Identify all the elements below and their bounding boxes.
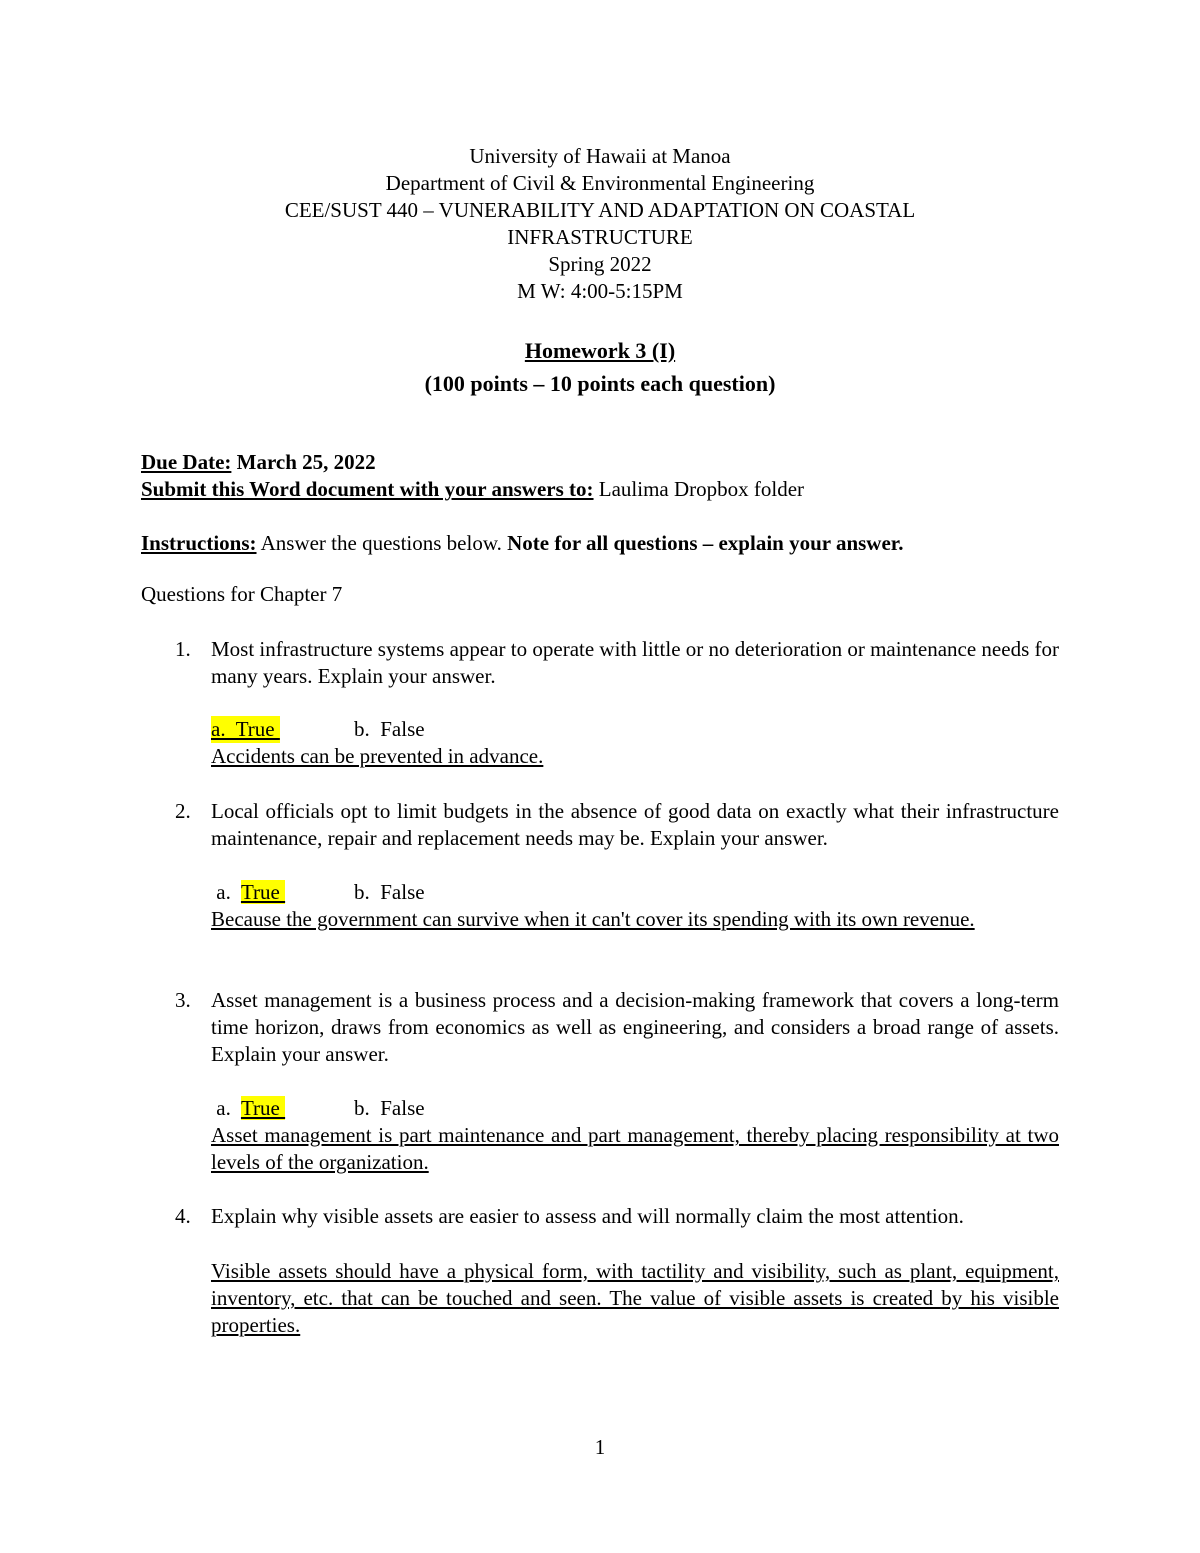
due-date-label: Due Date:	[141, 450, 232, 474]
department-name: Department of Civil & Environmental Engineering	[385, 171, 815, 195]
answer-explanation: Accidents can be prevented in advance.	[211, 744, 544, 768]
submit-line	[141, 476, 1061, 503]
class-schedule: M W: 4:00-5:15PM	[517, 279, 683, 303]
instructions-line	[141, 530, 1061, 557]
option-a-selected: a. True	[211, 717, 280, 741]
option-b: b. False	[354, 880, 425, 904]
question-text: Asset management is a business process and a decision-making framework that covers a long-term time horizon, draws from economics as well as engineering, and considers a broad range of assets. Explain your answer.	[211, 988, 1059, 1066]
option-a-letter: a.	[211, 880, 241, 904]
question-text: Local officials opt to limit budgets in the absence of good data on exactly what their infrastructure maintenance, repair and replacement needs may be. Explain your answer.	[211, 799, 1059, 850]
course-title-line1: CEE/SUST 440 – VUNERABILITY AND ADAPTATION ON COASTAL	[284, 198, 916, 222]
answer-explanation: Asset management is part maintenance and part management, thereby placing responsibility at two levels of the organization.	[211, 1123, 1059, 1174]
course-title-line2: INFRASTRUCTURE	[507, 225, 693, 249]
answer-explanation: Because the government can survive when it can't cover its spending with its own revenue.	[211, 907, 975, 931]
question-text: Explain why visible assets are easier to assess and will normally claim the most attention.	[211, 1204, 964, 1228]
option-a-letter: a.	[211, 1096, 241, 1120]
homework-points: (100 points – 10 points each question)	[424, 371, 776, 396]
answer-choices	[211, 879, 1059, 906]
option-a-selected: True	[240, 1096, 286, 1120]
instructions-label: Instructions:	[141, 531, 257, 555]
due-date-line	[141, 449, 1061, 476]
answer-choices	[211, 1095, 1059, 1122]
option-a-selected: True	[240, 880, 286, 904]
question-number: 3.	[175, 988, 191, 1012]
due-date-value: March 25, 2022	[236, 450, 376, 474]
instructions-text: Answer the questions below.	[260, 531, 502, 555]
page-number: 1	[594, 1435, 606, 1459]
submit-label: Submit this Word document with your answers to:	[141, 477, 594, 501]
option-b: b. False	[354, 717, 425, 741]
question-number: 2.	[175, 799, 191, 823]
homework-heading	[0, 334, 1200, 400]
question-number: 1.	[175, 637, 191, 661]
option-a	[211, 1095, 285, 1122]
option-a	[211, 879, 285, 906]
document-header	[0, 143, 1200, 305]
submit-destination: Laulima Dropbox folder	[598, 477, 805, 501]
term: Spring 2022	[548, 252, 652, 276]
question-text: Most infrastructure systems appear to operate with little or no deterioration or maintenance needs for many years. Explain your answer.	[211, 637, 1059, 688]
chapter-heading: Questions for Chapter 7	[141, 582, 343, 606]
option-b: b. False	[354, 1096, 425, 1120]
answer-choices	[211, 716, 1059, 743]
university-name: University of Hawaii at Manoa	[469, 144, 731, 168]
answer-explanation: Visible assets should have a physical form, with tactility and visibility, such as plant, equipment, inventory, etc. that can be touched and seen. The value of visible assets is created by his visible properties.	[211, 1259, 1059, 1337]
instructions-note: Note for all questions – explain your answer.	[507, 531, 904, 555]
homework-title: Homework 3 (I)	[524, 338, 676, 363]
question-number: 4.	[175, 1204, 191, 1228]
